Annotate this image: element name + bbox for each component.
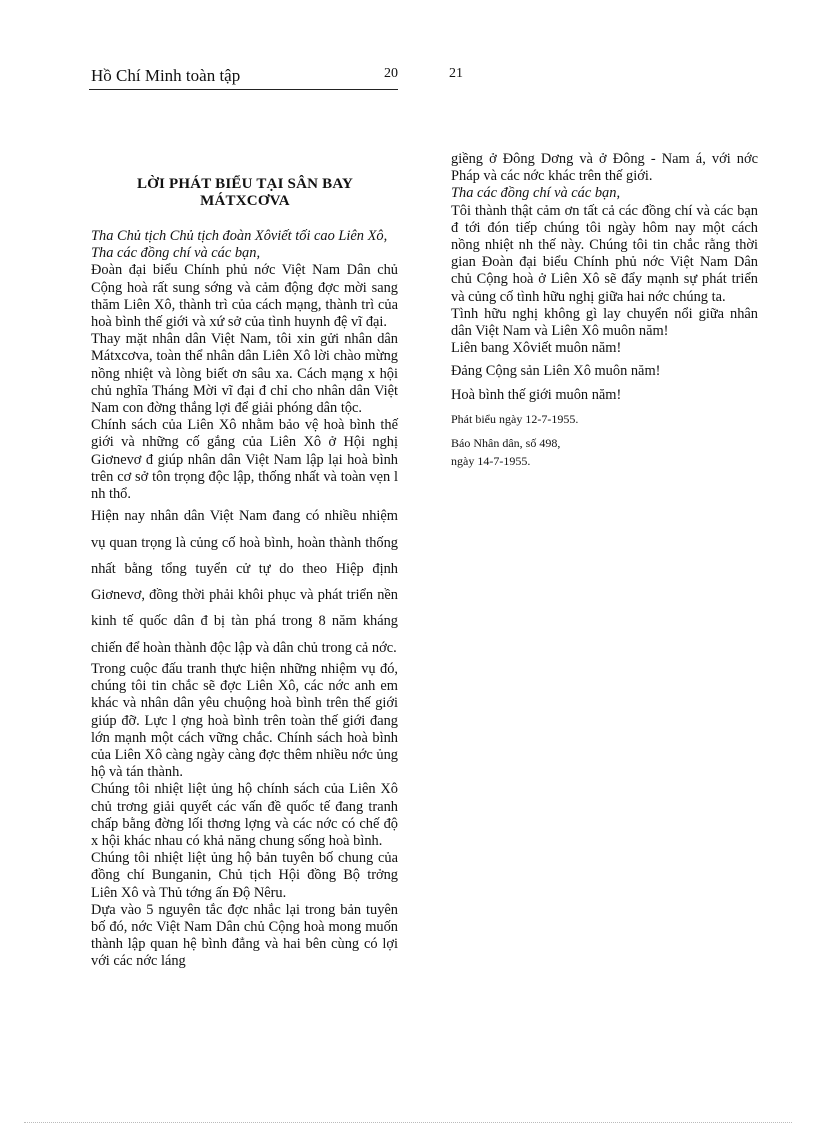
paragraph: Tôi thành thật cảm ơn tất cả các đồng chí và các bạn đ tới đón tiếp chúng tôi ngày hôm nay một cách nồng nhiệt nh thế này. Chúng tôi tin chắc rằng thời gian Đoàn đại biểu Chính phủ nớc Việt Nam Dân chủ Cộng hoà ở Liên Xô sẽ đẩy mạnh sự phát triển và củng cố tình hữu nghị giữa hai nớc chúng ta. [451, 202, 758, 305]
page-number-right: 21 [449, 66, 463, 81]
paragraph: giềng ở Đông Dơng và ở Đông - Nam á, với nớc Pháp và các nớc khác trên thế giới. [451, 151, 758, 185]
source-note: ngày 14-7-1955. [451, 453, 531, 468]
slogan: Liên bang Xôviết muôn năm! [451, 340, 622, 357]
right-column [451, 151, 758, 470]
paragraph: Đoàn đại biểu Chính phủ nớc Việt Nam Dân chủ Cộng hoà rất sung sớng và cảm động đợc mời sang thăm Liên Xô, thành trì của cách mạng, thành trì của hoà bình thế giới và xứ sở của tình huynh đệ vĩ đại. [91, 262, 398, 331]
source-note: Phát biểu ngày 12-7-1955. [451, 411, 579, 426]
salutation-3: Tha các đồng chí và các bạn, [451, 185, 621, 202]
left-column [91, 228, 398, 971]
book-title: Hồ Chí Minh toàn tập [91, 66, 241, 85]
paragraph: Thay mặt nhân dân Việt Nam, tôi xin gửi nhân dân Mátxcơva, toàn thể nhân dân Liên Xô lời chào mừng nồng nhiệt và lòng biết ơn sâu xa. Cách mạng x hội chủ nghĩa Tháng Mời vĩ đại đ chỉ cho nhân dân Việt Nam con đờng thắng lợi để giải phóng dân tộc. [91, 331, 398, 417]
salutation-1: Tha Chủ tịch Chủ tịch đoàn Xôviết tối cao Liên Xô, [91, 228, 388, 244]
page-number-left: 20 [384, 66, 398, 81]
paragraph: Chúng tôi nhiệt liệt ủng hộ chính sách của Liên Xô chủ trơng giải quyết các vấn đề quốc tế đang tranh chấp bằng đờng lối thơng lợng và các nớc có chế độ x hội khác nhau có khả năng chung sống hoà bình. [91, 781, 398, 850]
source-note: Báo Nhân dân, số 498, [451, 435, 561, 450]
header-rule [89, 89, 398, 90]
paragraph: Hiện nay nhân dân Việt Nam đang có nhiều nhiệm vụ quan trọng là củng cố hoà bình, hoàn thành thống nhất bằng tổng tuyển cử tự do theo Hiệp định Giơnevơ, đồng thời phải khôi phục và phát triển nền kinh tế quốc dân đ bị tàn phá trong 8 năm kháng chiến để hoàn thành độc lập và dân chủ trong cả nớc. [91, 508, 398, 656]
paragraph: Chúng tôi nhiệt liệt ủng hộ bản tuyên bố chung của đồng chí Bunganin, Chủ tịch Hội đồng Bộ trởng Liên Xô và Thủ tớng ấn Độ Nêru. [91, 850, 398, 901]
slogan: Tình hữu nghị không gì lay chuyển nổi giữa nhân dân Việt Nam và Liên Xô muôn năm! [451, 305, 758, 340]
salutation-2: Tha các đồng chí và các bạn, [91, 245, 261, 262]
slogan: Đảng Cộng sản Liên Xô muôn năm! [451, 363, 661, 380]
paragraph: Dựa vào 5 nguyên tắc đợc nhắc lại trong bản tuyên bố đó, nớc Việt Nam Dân chủ Cộng hoà mong muốn thành lập quan hệ bình đẳng và hai bên cùng có lợi với các nớc láng [91, 901, 398, 970]
slogan: Hoà bình thế giới muôn năm! [451, 386, 622, 403]
speech-title: LỜI PHÁT BIỂU TẠI SÂN BAY MÁTXCƠVA [136, 176, 354, 209]
paragraph: Chính sách của Liên Xô nhằm bảo vệ hoà bình thế giới và những cố gắng của Liên Xô ở Hội nghị Giơnevơ đ giúp nhân dân Việt Nam lập lại hoà bình trên cơ sở tôn trọng độc lập, thống nhất và toàn vẹn l nh thổ. [91, 417, 398, 503]
paragraph: Trong cuộc đấu tranh thực hiện những nhiệm vụ đó, chúng tôi tin chắc sẽ đợc Liên Xô, các nớc anh em khác và nhân dân yêu chuộng hoà bình trên thế giới giúp đỡ. Lực l ợng hoà bình trên toàn thế giới đang lớn mạnh một cách vững chắc. Chính sách hoà bình của Liên Xô càng ngày càng đợc thêm nhiều nớc ủng hộ và tán thành. [91, 661, 398, 781]
